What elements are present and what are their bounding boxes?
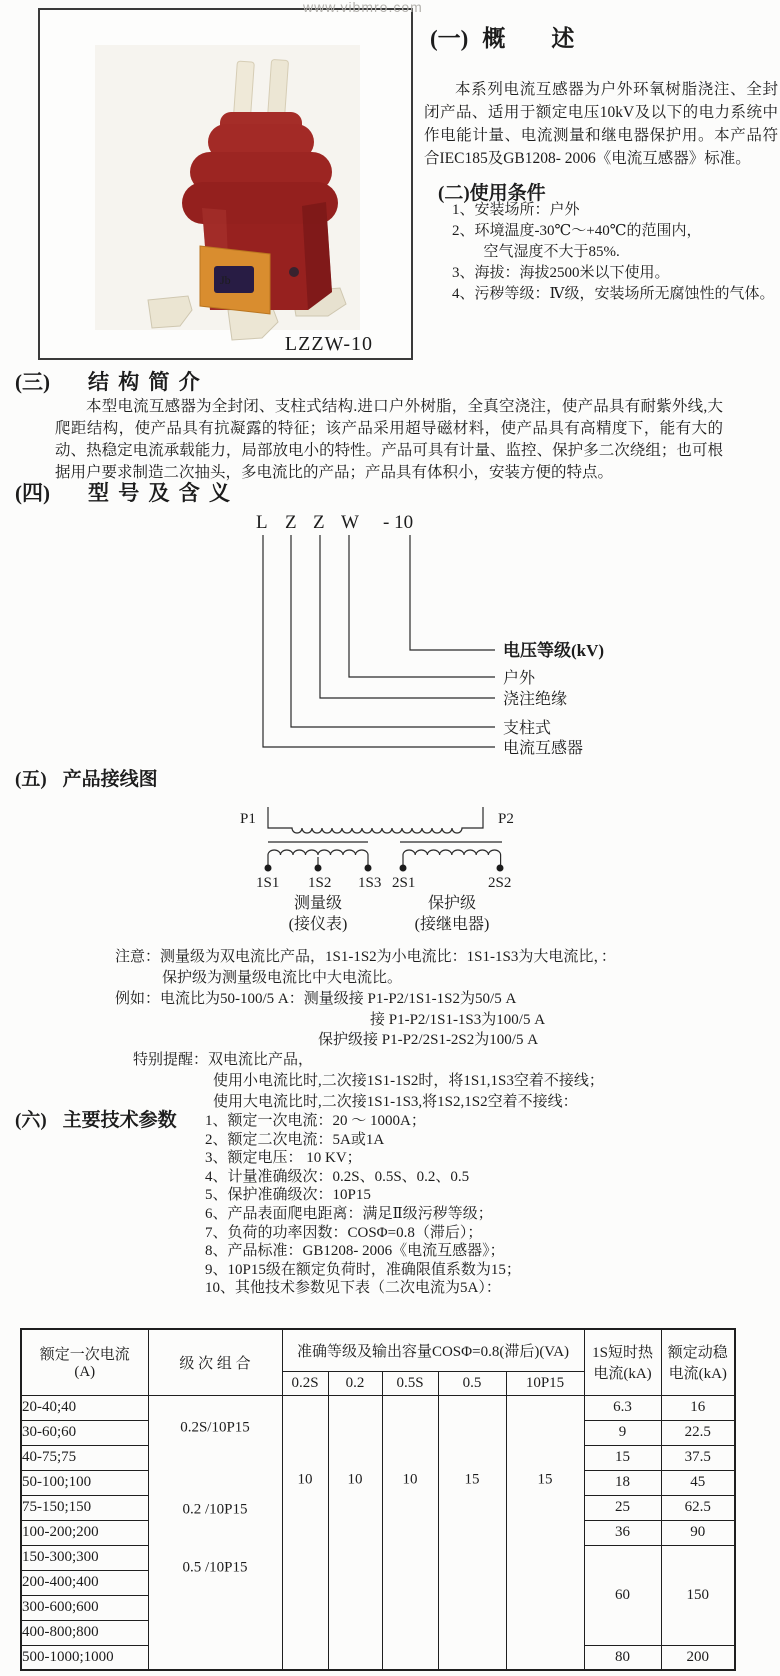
parameters-table-wrap (20, 1328, 736, 1671)
list-item: 10、其他技术参数见下表（二次电流为5A）： (205, 1280, 501, 1297)
overview-paragraph: 本系列电流互感器为户外环氧树脂浇注、全封闭产品、适用于额定电压10kV及以下的电力系统中作电能计量、电流测量和继电器保护用。本产品符合IEC185及GB1208- 2006《电流互感器》标准。 (424, 81, 778, 167)
terminal-1s2: 1S2 (308, 875, 332, 891)
terminal-2s2: 2S2 (488, 875, 512, 891)
cell-accuracy-3: 15 (438, 1395, 506, 1670)
cell-dynamic-current: 150 (661, 1545, 735, 1645)
cell-dynamic-current: 37.5 (661, 1445, 735, 1470)
cell-accuracy-2: 10 (382, 1395, 438, 1670)
col-thermal-line1: 1S短时热 (592, 1345, 653, 1362)
list-item: 4、计量准确级次：0.2S、0.5S、0.2、0.5 (205, 1168, 470, 1185)
list-item: 接 P1-P2/1S1-1S3为100/5 A (370, 1012, 546, 1028)
col-accuracy-02: 0.2 (328, 1371, 382, 1395)
col-accuracy-group: 准确等级及输出容量COSΦ=0.8(滞后)(VA) (282, 1329, 584, 1371)
list-item: 特别提醒：双电流比产品， (133, 1052, 314, 1068)
col-accuracy-05s: 0.5S (382, 1371, 438, 1395)
cell-primary-current: 300-600;600 (21, 1595, 148, 1620)
list-item: 9、10P15级在额定负荷时，准确限值系数为15； (205, 1261, 521, 1278)
list-item: 3、额定电压： 10 KV； (205, 1150, 362, 1167)
cell-primary-current: 200-400;400 (21, 1570, 148, 1595)
combo-label: 0.2 /10P15 (182, 1501, 248, 1518)
cell-primary-current: 30-60;60 (21, 1420, 148, 1445)
cell-thermal-current: 60 (584, 1545, 661, 1645)
protection-caption: 保护级 (427, 895, 477, 912)
col-dynamic (661, 1329, 735, 1395)
measuring-caption: 测量级 (293, 895, 343, 912)
terminal-dots (265, 865, 504, 872)
cell-primary-current: 400-800;800 (21, 1620, 148, 1645)
photo-caption: LZZW-10 (284, 333, 373, 355)
cell-dynamic-current: 22.5 (661, 1420, 735, 1445)
svg-text:Jb: Jb (220, 273, 231, 287)
section-number: (三) (15, 370, 50, 394)
list-item: 2、环境温度-30℃～+40℃的范围内， (452, 223, 702, 239)
measuring-subcaption: (接仪表) (288, 916, 348, 933)
list-item: 5、保护准确级次：10P15 (205, 1187, 371, 1204)
section-title: 产品接线图 (62, 769, 158, 790)
section-overview-heading (430, 20, 574, 53)
section-model-heading (15, 477, 232, 507)
list-item: 1、安装场所：户外 (452, 202, 580, 218)
col-primary-current-line2: (A) (74, 1364, 96, 1381)
list-item: 使用大电流比时,二次接1S1-1S3,将1S2,1S2空着不接线： (213, 1094, 578, 1110)
cell-thermal-current: 36 (584, 1520, 661, 1545)
section-title: 结 构 简 介 (88, 370, 202, 394)
cell-thermal-current: 18 (584, 1470, 661, 1495)
col-accuracy-02s: 0.2S (282, 1371, 328, 1395)
cell-thermal-current: 6.3 (584, 1395, 661, 1420)
col-dynamic-line2: 电流(kA) (668, 1366, 727, 1383)
section-structure-heading (15, 366, 202, 396)
specs-list (205, 1112, 521, 1298)
designation-label-outdoor: 户外 (503, 670, 536, 687)
col-accuracy-10p15: 10P15 (506, 1371, 584, 1395)
combo-label: 0.5 /10P15 (182, 1559, 248, 1576)
cell-primary-current: 75-150;150 (21, 1495, 148, 1520)
col-primary-current-line1: 额定一次电流 (39, 1347, 130, 1364)
terminal-1s1: 1S1 (256, 875, 280, 891)
secondary-protection-winding (403, 850, 501, 868)
cell-accuracy-1: 10 (328, 1395, 382, 1670)
model-code-letter: L (256, 512, 268, 533)
table-header (21, 1329, 735, 1395)
col-primary-current (21, 1329, 148, 1395)
designation-label-post: 支柱式 (503, 720, 552, 737)
cell-combo-column (148, 1395, 282, 1670)
terminal-p1: P1 (240, 811, 256, 827)
cell-thermal-current: 9 (584, 1420, 661, 1445)
section-title: 概 述 (482, 26, 575, 51)
cell-dynamic-current: 62.5 (661, 1495, 735, 1520)
cell-dynamic-current: 200 (661, 1645, 735, 1670)
designation-line (349, 535, 495, 677)
parameters-table (20, 1328, 736, 1671)
section-title: 型 号 及 含 义 (88, 481, 232, 505)
cell-thermal-current: 25 (584, 1495, 661, 1520)
combo-label: 0.2S/10P15 (180, 1419, 250, 1436)
watermark: www.vibmro.com (303, 0, 423, 15)
primary-winding (268, 807, 483, 833)
designation-label-ct: 电流互感器 (503, 740, 584, 757)
cell-accuracy-4: 15 (506, 1395, 584, 1670)
list-item: 保护级接 P1-P2/2S1-2S2为100/5 A (318, 1032, 539, 1048)
list-item: 1、额定一次电流：20 ～ 1000A； (205, 1113, 426, 1129)
cell-primary-current: 50-100;100 (21, 1470, 148, 1495)
model-code-suffix: - 10 (383, 512, 414, 533)
cell-thermal-current: 15 (584, 1445, 661, 1470)
col-thermal-line2: 电流(kA) (593, 1366, 652, 1383)
conditions-list (452, 200, 780, 305)
side-terminal (289, 267, 299, 277)
col-accuracy-05: 0.5 (438, 1371, 506, 1395)
model-code-letter: Z (285, 512, 297, 533)
cell-dynamic-current: 45 (661, 1470, 735, 1495)
designation-line (410, 535, 495, 650)
list-item: 6、产品表面爬电距离：满足Ⅱ级污秽等级； (205, 1205, 493, 1222)
designation-label-voltage: 电压等级(kV) (503, 641, 605, 660)
protection-subcaption: (接继电器) (414, 916, 490, 933)
section-number: (六) (15, 1110, 47, 1131)
terminal-p2: P2 (498, 811, 514, 827)
section-conditions-heading: (二)使用条件 (438, 183, 546, 204)
product-photo-box (38, 8, 413, 360)
cell-dynamic-current: 90 (661, 1520, 735, 1545)
section-number: (五) (15, 769, 47, 790)
wiring-diagram (0, 795, 780, 943)
cell-accuracy-0: 10 (282, 1395, 328, 1670)
product-photo (40, 10, 411, 358)
terminal-1s3: 1S3 (358, 875, 382, 891)
list-item: 3、海拔：海拔2500米以下使用。 (452, 265, 670, 281)
table-row (21, 1395, 735, 1420)
list-item: 8、产品标准：GB1208- 2006《电流互感器》； (205, 1243, 505, 1260)
section-wiring-heading (15, 764, 158, 791)
list-item: 例如：电流比为50-100/5 A：测量级接 P1-P2/1S1-1S2为50/5 A (115, 991, 517, 1007)
cell-primary-current: 20-40;40 (21, 1395, 148, 1420)
nameplate-panel (200, 246, 270, 314)
cell-primary-current: 100-200;200 (21, 1520, 148, 1545)
spec-table-body (21, 1395, 735, 1670)
col-combo: 级 次 组 合 (148, 1329, 282, 1395)
designation-label-cast: 浇注绝缘 (503, 691, 568, 708)
cell-primary-current: 150-300;300 (21, 1545, 148, 1570)
list-item: 4、污秽等级：Ⅳ级，安装场所无腐蚀性的气体。 (452, 286, 775, 302)
list-item: 空气湿度不大于85%. (483, 244, 620, 260)
cell-primary-current: 40-75;75 (21, 1445, 148, 1470)
structure-paragraph: 本型电流互感器为全封闭、支柱式结构.进口户外树脂，全真空浇注，使产品具有耐紫外线,大爬距结构，使产品具有抗凝露的特征；该产品采用超导磁材料，使产品具有高精度下，能有大的动、热稳定电流承载能力，局部放电小的特性。产品可具有计量、监控、保护多二次绕组；也可根据用户要求制造二次抽头，多电流比的产品；产品具有体积小，安装方便的特点。 (55, 398, 723, 481)
col-dynamic-line1: 额定动稳 (667, 1345, 728, 1362)
terminal-2s1: 2S1 (392, 875, 416, 891)
designation-line (263, 535, 495, 747)
section-specs-heading (15, 1105, 177, 1132)
list-item: 7、负荷的功率因数：COSΦ=0.8（滞后）； (205, 1224, 483, 1241)
cell-primary-current: 500-1000;1000 (21, 1645, 148, 1670)
designation-line (320, 535, 495, 698)
model-code-letter: W (341, 512, 359, 533)
col-thermal (584, 1329, 661, 1395)
list-item: 2、额定二次电流：5A或1A (205, 1131, 385, 1148)
section-title: 主要技术参数 (62, 1110, 177, 1131)
section-number: (四) (15, 481, 50, 505)
cell-thermal-current: 80 (584, 1645, 661, 1670)
list-item: 注意：测量级为双电流比产品，1S1-1S2为小电流比：1S1-1S3为大电流比，： (115, 949, 616, 965)
model-designation-diagram (0, 505, 780, 763)
list-item: 保护级为测量级电流比中大电流比。 (162, 970, 403, 986)
list-item: 使用小电流比时,二次接1S1-1S2时，将1S1,1S3空着不接线； (213, 1073, 604, 1089)
section-number: (一) (430, 26, 469, 51)
cell-dynamic-current: 16 (661, 1395, 735, 1420)
model-code-letter: Z (313, 512, 325, 533)
